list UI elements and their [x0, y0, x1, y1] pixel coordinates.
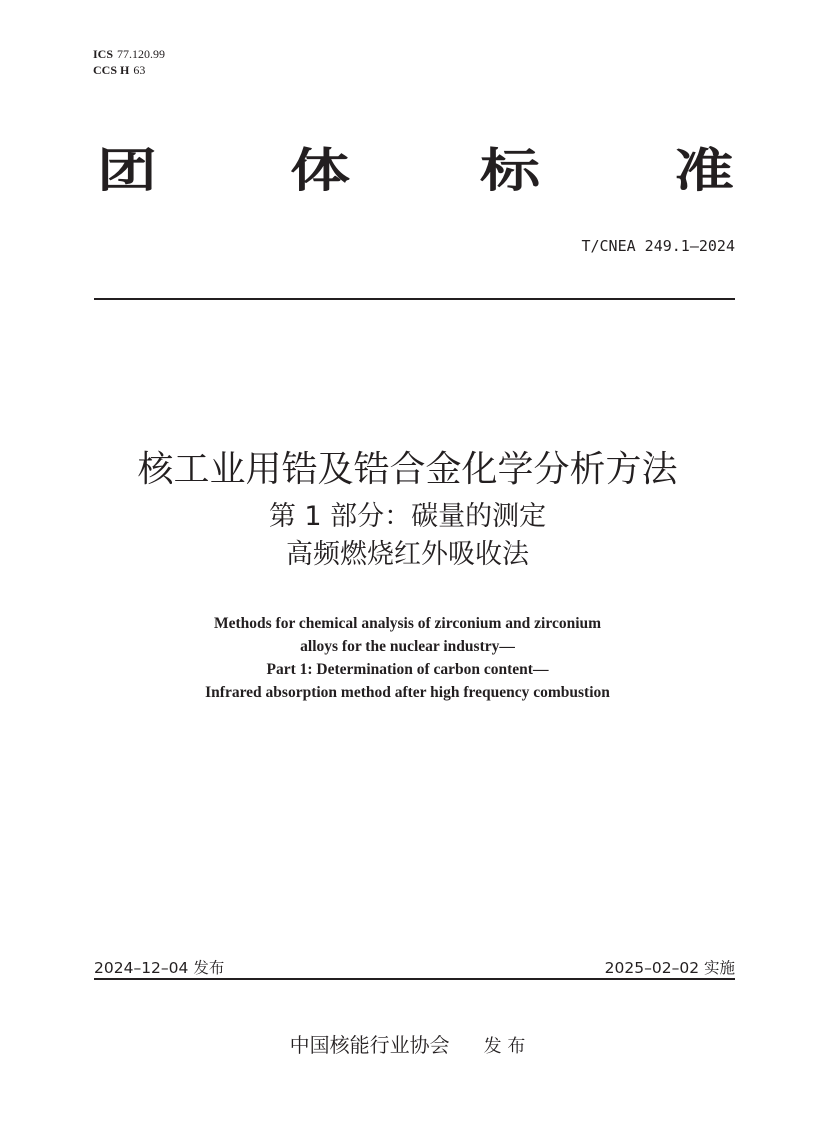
classification-codes: [93, 46, 165, 78]
ics-value: 77.120.99: [117, 47, 166, 61]
standard-number: T/CNEA 249.1—2024: [581, 237, 735, 255]
title-en: [0, 612, 815, 704]
title-cn-main: 核工业用锆及锆合金化学分析方法: [137, 449, 678, 490]
title-cn-part: 第 1 部分：碳量的测定: [268, 501, 547, 532]
standard-type-char-1: 团: [97, 143, 157, 199]
title-cn-method-block: [0, 537, 815, 573]
standard-type-char-4: 准: [674, 143, 734, 199]
ics-line: [93, 46, 165, 62]
title-en-line-1: Methods for chemical analysis of zirconium and zirconium: [213, 615, 602, 632]
header-divider: [94, 298, 735, 300]
title-en-line-2: alloys for the nuclear industry—: [300, 638, 515, 655]
implementation-date: 2025–02–02 实施: [604, 959, 735, 977]
ccs-line: [93, 62, 165, 78]
ics-label: ICS: [93, 47, 114, 61]
ccs-label: CCS H: [93, 63, 130, 77]
standard-type-char-3: 标: [480, 143, 540, 199]
title-cn-method: 高频燃烧红外吸收法: [286, 539, 529, 570]
title-cn: [0, 448, 815, 492]
ccs-value: 63: [133, 63, 146, 77]
publisher: [0, 1031, 815, 1061]
standard-type-char-2: 体: [290, 143, 350, 199]
issue-date: 2024–12–04 发布: [94, 959, 225, 977]
publisher-name: 中国核能行业协会: [289, 1033, 450, 1057]
title-cn-part-block: [0, 499, 815, 535]
footer-divider: [94, 978, 735, 980]
title-en-line-4: Infrared absorption method after high frequency combustion: [205, 684, 610, 701]
title-en-line-3: Part 1: Determination of carbon content—: [266, 661, 549, 678]
publisher-action: 发 布: [483, 1036, 526, 1057]
